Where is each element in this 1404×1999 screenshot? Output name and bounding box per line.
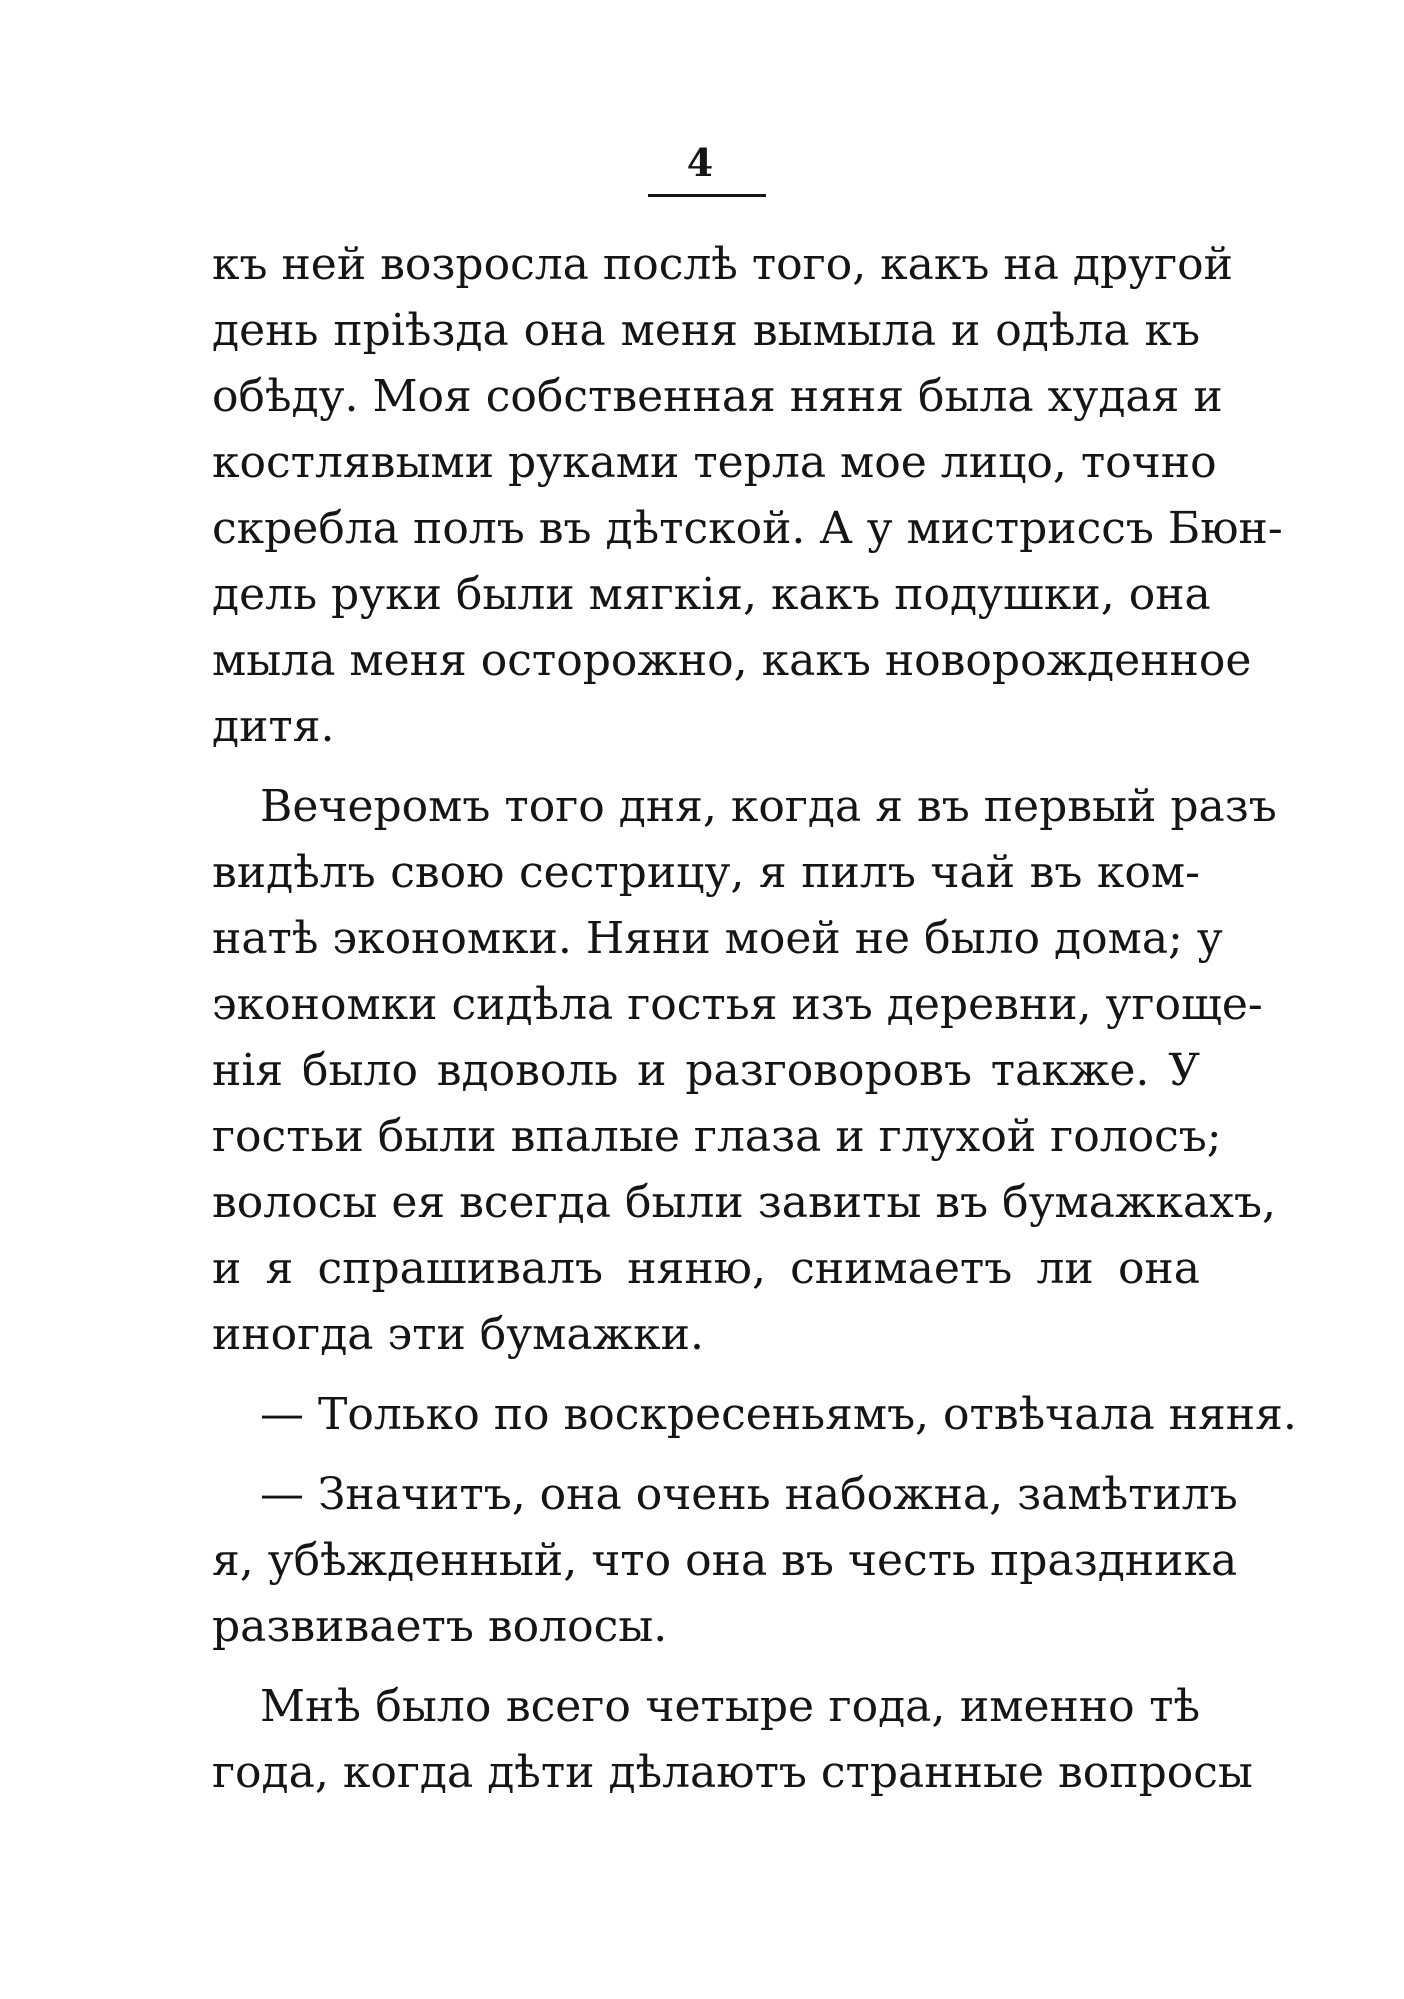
text-line: Вечеромъ того дня, когда я въ первый разъ — [260, 781, 1277, 832]
paragraph-4 — [212, 1462, 1238, 1660]
text-line: — Значитъ, она очень набожна, замѣтилъ — [260, 1469, 1238, 1520]
text-line: день пріѣзда она меня вымыла и одѣла къ — [212, 305, 1200, 356]
text-line: волосы ея всегда были завиты въ бумажкахъ, — [212, 1177, 1276, 1228]
text-line: года, когда дѣти дѣлаютъ странные вопросы — [212, 1747, 1253, 1798]
paragraph-gap — [212, 1368, 1200, 1382]
text-line: къ ней возросла послѣ того, какъ на другой — [212, 239, 1233, 290]
text-line: видѣлъ свою сестрицу, я пилъ чай въ ком- — [212, 847, 1200, 898]
text-line: развиваетъ волосы. — [212, 1601, 668, 1652]
text-line: скребла полъ въ дѣтской. А у мистриссъ Бюн- — [212, 503, 1283, 554]
page-number-rule — [648, 194, 766, 197]
paragraph-gap — [212, 760, 1200, 774]
text-line: я, убѣжденный, что она въ честь праздника — [212, 1535, 1238, 1586]
text-line: экономки сидѣла гостья изъ деревни, угоще- — [212, 979, 1263, 1030]
paragraph-5 — [212, 1674, 1253, 1806]
text-line: дель руки были мягкія, какъ подушки, она — [212, 569, 1211, 620]
text-line: гостьи были впалые глаза и глухой голосъ; — [212, 1111, 1222, 1162]
text-line: иногда эти бумажки. — [212, 1309, 704, 1360]
paragraph-1 — [212, 232, 1283, 760]
page-number: 4 — [686, 140, 714, 185]
text-line: — Только по воскресеньямъ, отвѣчала няня. — [260, 1389, 1297, 1440]
text-line: Мнѣ было всего четыре года, именно тѣ — [260, 1681, 1200, 1732]
paragraph-gap — [212, 1660, 1200, 1674]
text-line: обѣду. Моя собственная няня была худая и — [212, 371, 1223, 422]
text-line: нія было вдоволь и разговоровъ также. У — [212, 1045, 1200, 1096]
text-line: мыла меня осторожно, какъ новорожденное — [212, 635, 1252, 686]
body-text — [212, 232, 1297, 1806]
text-line: натѣ экономки. Няни моей не было дома; у — [212, 913, 1223, 964]
text-line: костлявыми руками терла мое лицо, точно — [212, 437, 1217, 488]
paragraph-2 — [212, 774, 1277, 1368]
text-line: дитя. — [212, 701, 335, 752]
paragraph-3 — [212, 1382, 1297, 1448]
text-line: и я спрашивалъ няню, снимаетъ ли она — [212, 1243, 1200, 1294]
paragraph-gap — [212, 1448, 1200, 1462]
